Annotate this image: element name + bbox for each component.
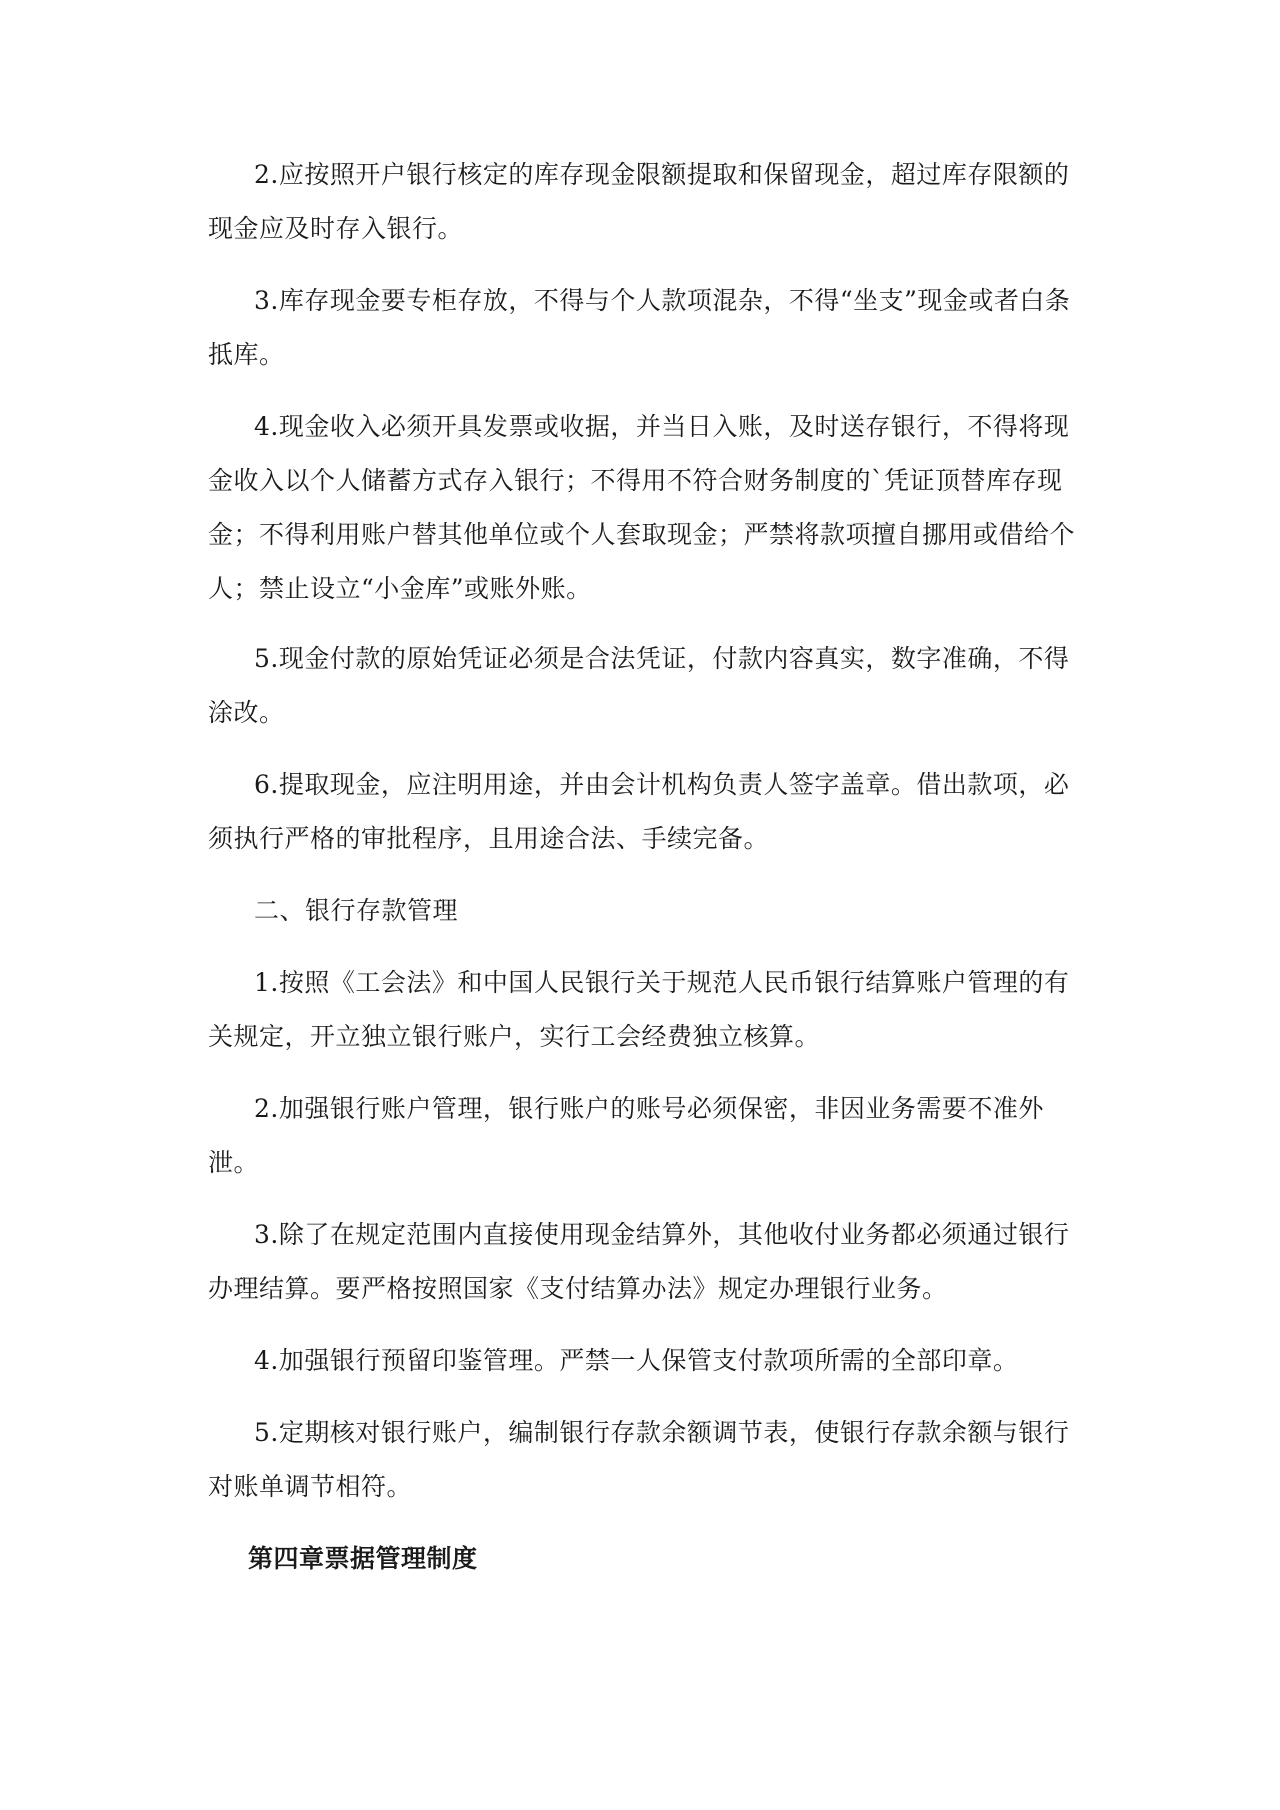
chapter-heading-bills: 第四章票据管理制度 — [248, 1544, 478, 1573]
paragraph-cash-payment: 5.现金付款的原始凭证必须是合法凭证，付款内容真实，数字准确，不得涂改。 — [208, 644, 1070, 727]
paragraph-bank-seal: 4.加强银行预留印鉴管理。严禁一人保管支付款项所需的全部印章。 — [254, 1346, 1019, 1375]
paragraph-cash-withdrawal: 6.提取现金，应注明用途，并由会计机构负责人签字盖章。借出款项，必须执行严格的审批程序，且用途合法、手续完备。 — [208, 770, 1070, 853]
paragraph-bank-reconciliation: 5.定期核对银行账户，编制银行存款余额调节表，使银行存款余额与银行对账单调节相符。 — [208, 1418, 1070, 1501]
paragraph-cash-storage: 3.库存现金要专柜存放，不得与个人款项混杂，不得“坐支”现金或者白条抵库。 — [208, 286, 1071, 369]
paragraph-cash-income: 4.现金收入必须开具发票或收据，并当日入账，及时送存银行，不得将现金收入以个人储蓄方式存入银行；不得用不符合财务制度的`凭证顶替库存现金；不得利用账户替其他单位或个人套取现金；严禁将款项擅自挪用或借给个人；禁止设立“小金库”或账外账。 — [208, 412, 1076, 603]
paragraph-bank-account-secrecy: 2.加强银行账户管理，银行账户的账号必须保密，非因业务需要不准外泄。 — [208, 1094, 1044, 1177]
paragraph-bank-account-open: 1.按照《工会法》和中国人民银行关于规范人民币银行结算账户管理的有关规定，开立独立银行账户，实行工会经费独立核算。 — [208, 968, 1070, 1051]
section-heading-bank-deposit: 二、银行存款管理 — [254, 896, 459, 925]
paragraph-bank-settlement: 3.除了在规定范围内直接使用现金结算外，其他收付业务都必须通过银行办理结算。要严格按照国家《支付结算办法》规定办理银行业务。 — [208, 1220, 1070, 1303]
paragraph-cash-limit: 2.应按照开户银行核定的库存现金限额提取和保留现金，超过库存限额的现金应及时存入银行。 — [208, 160, 1070, 243]
